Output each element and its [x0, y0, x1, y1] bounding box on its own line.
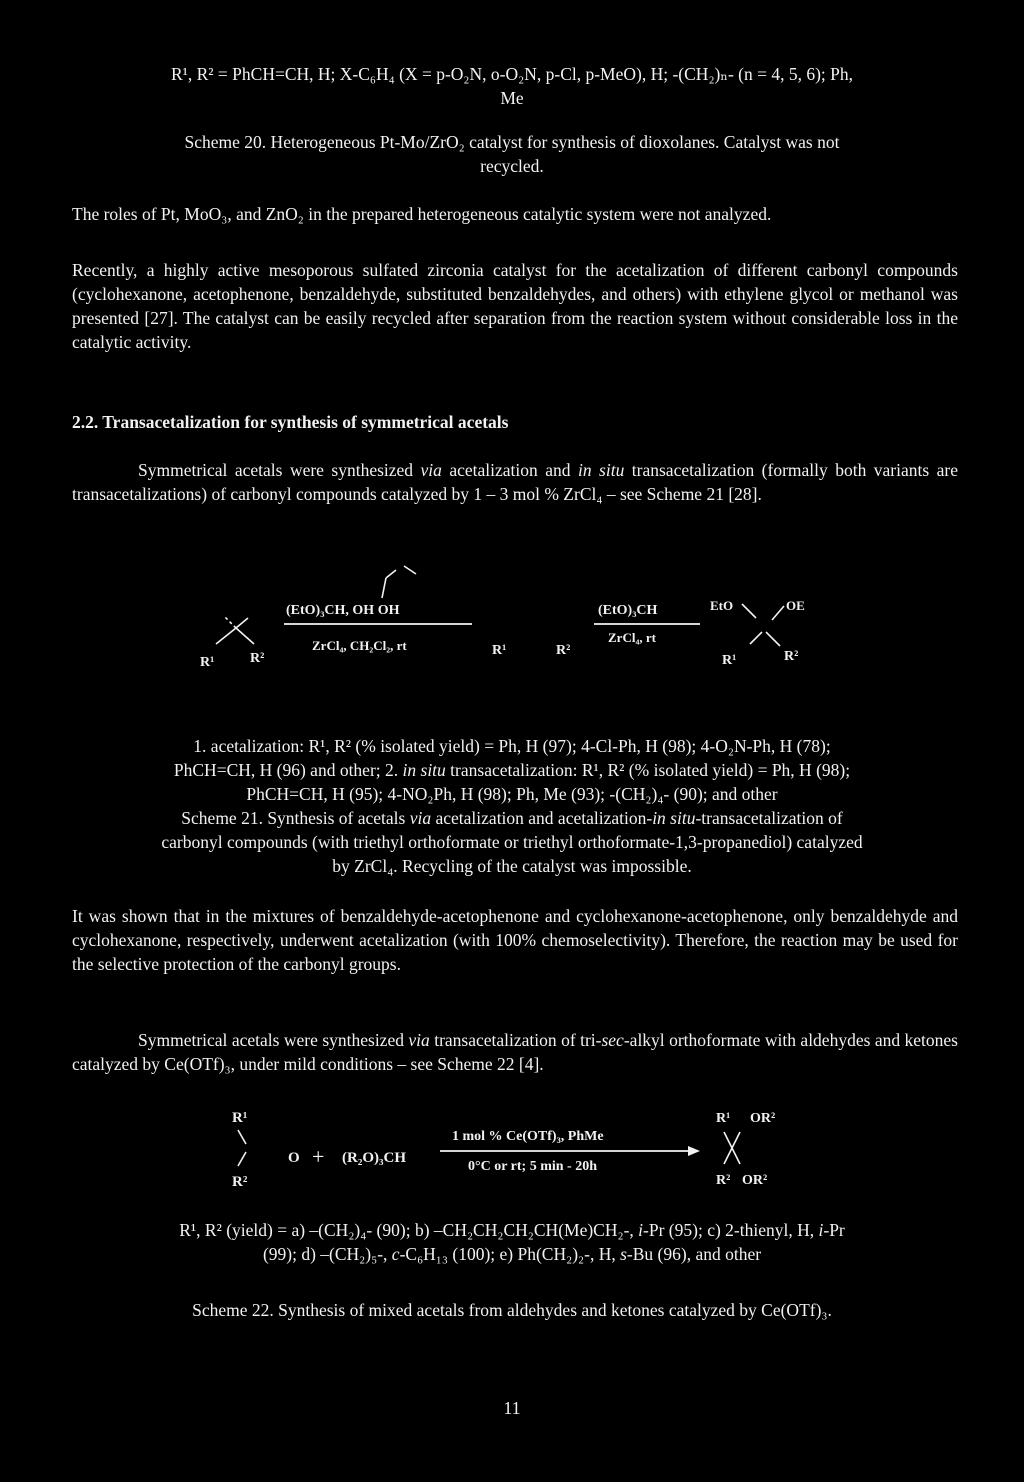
substituents-line1: R¹, R² = PhCH=CH, H; X-C₆H₄ (X = p-O₂N, o-O₂N, p-Cl, p-MeO), H; -(CH₂)ₙ- (n = 4, 5, 6); Ph, [170, 64, 854, 84]
scheme22-yields-line1 [60, 1218, 964, 1242]
product-skeleton [742, 604, 784, 646]
text-italic: i [818, 1220, 824, 1240]
scheme20-caption-line2: recycled. [480, 156, 544, 176]
scheme22-yields-line2 [60, 1242, 964, 1266]
scheme22 [228, 1100, 808, 1196]
scheme21-reagent1-top: (EtO)₃CH, OH OH [286, 603, 400, 618]
text-italic: via [408, 1030, 430, 1050]
scheme22-o: O [288, 1150, 300, 1166]
text: -transacetalization of [695, 808, 843, 828]
text: Symmetrical acetals were synthesized [138, 460, 421, 480]
text-italic: sec [601, 1030, 624, 1050]
paragraph-chemoselectivity: It was shown that in the mixtures of benzaldehyde-acetophenone and cyclohexanone-acetophenone, only benzaldehyde and cyclohexanone, respectively, underwent acetalization (with 100% chemoselectivity). Therefore, the reaction may be used for the selective protection of the carbonyl groups. [72, 906, 958, 974]
scheme22-prod-or2-top: OR² [750, 1111, 776, 1126]
scheme21-prod-r2: R² [784, 649, 799, 664]
scheme22-prod-r1: R¹ [716, 1111, 731, 1126]
text: transacetalization (formally both variants are transacetalizations) of carbonyl compounds catalyzed by 1 – 3 mol % ZrCl₄ – see Scheme 21 [28]. [72, 460, 959, 504]
text: Symmetrical acetals were synthesized [138, 1030, 409, 1050]
scheme22-arrowhead [688, 1146, 700, 1156]
scheme22-cond-bottom: 0°C or rt; 5 min - 20h [468, 1159, 597, 1174]
text: transacetalization: R¹, R² (% isolated yield) = Ph, H (98); [445, 760, 851, 780]
scheme21-caption-line4 [60, 806, 964, 830]
scheme21-r1: R¹ [200, 655, 215, 670]
scheme21-reagent2-top: (EtO)₃CH [598, 603, 658, 618]
paragraph-sulfated-zirconia: Recently, a highly active mesoporous sulfated zirconia catalyst for the acetalization of different carbonyl compounds (cyclohexanone, acetophenone, benzaldehyde, substituted benzaldehydes, and others) with ethylene glycol or methanol was presented [27]. The catalyst can be easily recycled after separation from the reaction system without considerable loss in the catalytic activity. [72, 260, 958, 352]
carbonyl-skeleton [238, 1130, 246, 1166]
scheme22-r1: R¹ [232, 1110, 248, 1126]
text: Scheme 21. Synthesis of acetals [181, 808, 410, 828]
text: PhCH=CH, H (96) and other; 2. [173, 760, 403, 780]
text-italic: via [420, 460, 442, 480]
scheme21-prod-eto: EtO [710, 598, 734, 613]
scheme21-caption-line5: carbonyl compounds (with triethyl orthoformate or triethyl orthoformate-1,3-propanediol) catalyzed [161, 832, 863, 852]
scheme22-plus: + [312, 1144, 325, 1169]
scheme20-substituents [60, 62, 964, 110]
scheme21 [190, 560, 830, 680]
scheme22-prod-or2-bottom: OR² [742, 1173, 768, 1188]
scheme22-orthoformate: (R₂O)₃CH [342, 1150, 406, 1166]
scheme21-caption-line3: PhCH=CH, H (95); 4-NO₂Ph, H (98); Ph, Me (93); -(CH₂)₄- (90); and other [246, 784, 778, 804]
text: R¹, R² (yield) = a) –(CH₂)₄- (90); b) –CH₂CH₂CH₂CH(Me)CH₂-, [179, 1220, 639, 1240]
text: -Pr [823, 1220, 845, 1240]
scheme21-caption-line6: by ZrCl₄. Recycling of the catalyst was impossible. [332, 856, 692, 876]
text: (99); d) –(CH₂)₅-, [262, 1244, 392, 1264]
roles-sentence: The roles of Pt, MoO₃, and ZnO₂ in the prepared heterogeneous catalytic system were not analyzed. [72, 204, 772, 224]
paragraph-ce-otf [72, 1028, 958, 1076]
text-italic: c [391, 1244, 400, 1264]
substituents-line2: Me [500, 88, 524, 108]
scheme22-prod-r2: R² [716, 1173, 731, 1188]
scheme21-caption-line2 [60, 758, 964, 782]
scheme20-caption-line1: Scheme 20. Heterogeneous Pt-Mo/ZrO₂ catalyst for synthesis of dioxolanes. Catalyst was not [184, 132, 840, 152]
scheme22-r2: R² [232, 1174, 248, 1190]
paragraph-zrcl4 [72, 458, 958, 506]
text: -C₆H₁₃ (100); e) Ph(CH₂)₂-, H, [399, 1244, 621, 1264]
scheme22-yields [60, 1218, 964, 1266]
text-italic: in situ [577, 460, 625, 480]
scheme21-prod-oe: OE [786, 598, 805, 613]
text: -Pr (95); c) 2-thienyl, H, [643, 1220, 819, 1240]
text-italic: in situ [402, 760, 446, 780]
text: -alkyl orthoformate with aldehydes and ketones catalyzed by Ce(OTf)₃, under mild conditions – see Scheme 22 [4]. [72, 1030, 958, 1074]
text-italic: i [638, 1220, 644, 1240]
scheme21-mid-r2: R² [556, 643, 571, 658]
scheme21-mid-r1: R¹ [492, 643, 507, 658]
scheme21-caption-line1: 1. acetalization: R¹, R² (% isolated yield) = Ph, H (97); 4-Cl-Ph, H (98); 4-O₂N-Ph, H (78); [193, 736, 831, 756]
carbonyl-skeleton [216, 616, 254, 644]
text-italic: s [620, 1244, 627, 1264]
text-italic: via [409, 808, 432, 828]
scheme21-caption [60, 734, 964, 878]
scheme21-r2: R² [250, 651, 265, 666]
text-italic: in situ [652, 808, 696, 828]
scheme22-cond-top: 1 mol % Ce(OTf)₃, PhMe [452, 1129, 604, 1144]
text: acetalization and [441, 460, 578, 480]
section-heading: 2.2. Transacetalization for synthesis of symmetrical acetals [72, 412, 509, 432]
scheme21-prod-r1: R¹ [722, 653, 737, 668]
text: transacetalization of tri- [429, 1030, 602, 1050]
scheme20-caption [60, 130, 964, 178]
text: -Bu (96), and other [626, 1244, 762, 1264]
product-skeleton [724, 1132, 740, 1164]
scheme22-caption: Scheme 22. Synthesis of mixed acetals from aldehydes and ketones catalyzed by Ce(OTf)₃. [192, 1300, 832, 1320]
page-number: 11 [503, 1398, 521, 1418]
text: acetalization and acetalization- [431, 808, 653, 828]
glycol-skeleton [382, 566, 416, 598]
scheme21-reagent1-bottom: ZrCl₄, CH₂Cl₂, rt [312, 638, 407, 653]
scheme21-reagent2-bottom: ZrCl₄, rt [608, 630, 656, 645]
